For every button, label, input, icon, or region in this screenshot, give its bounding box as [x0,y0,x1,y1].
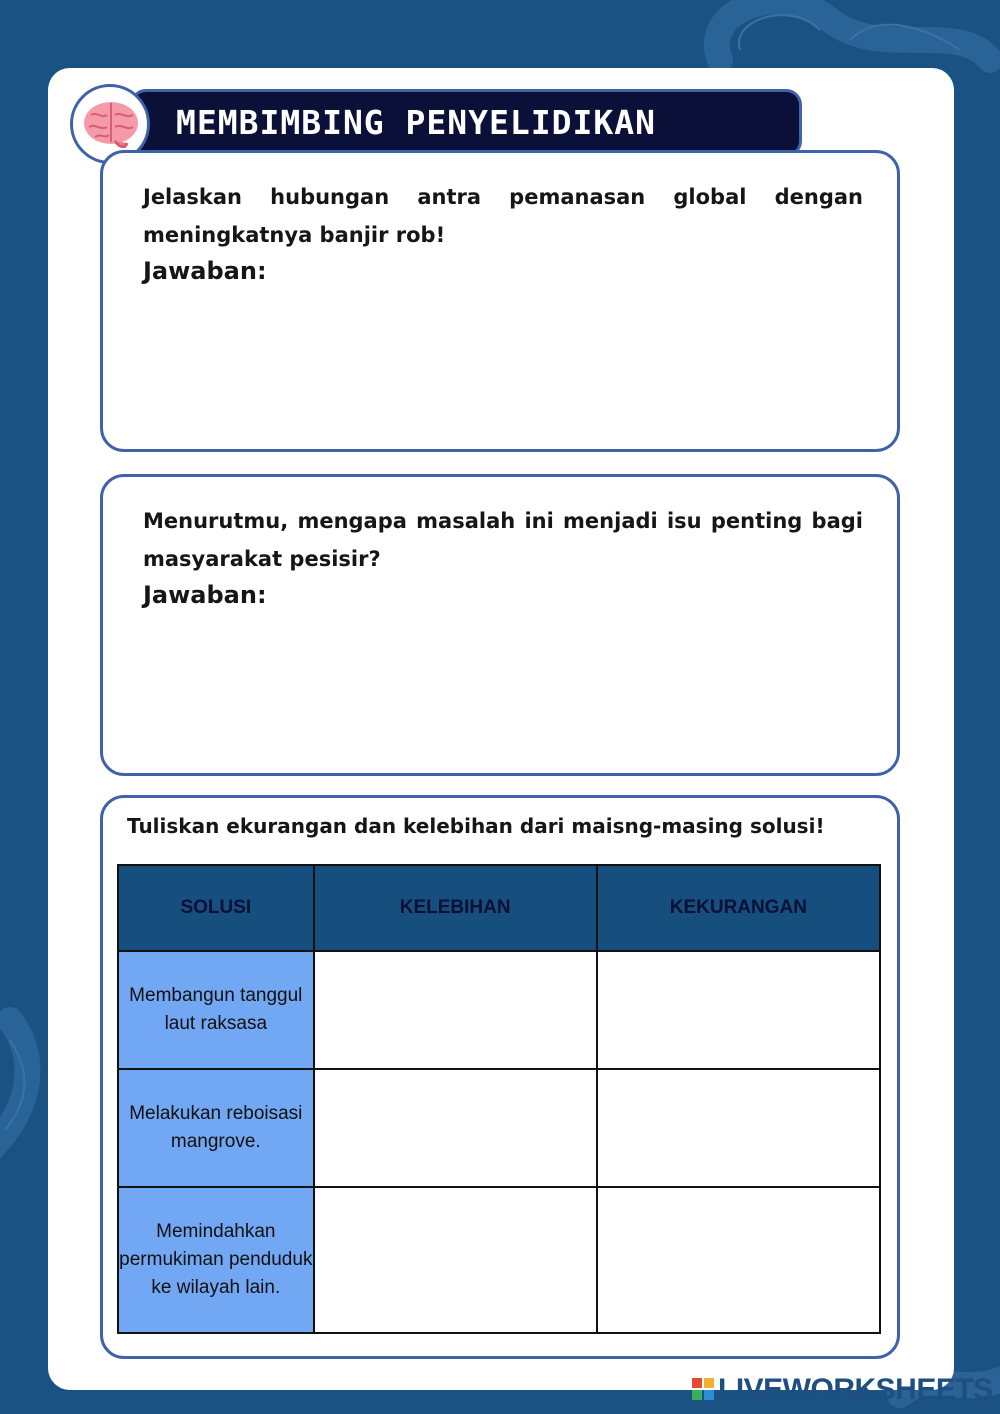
header-kelebihan: KELEBIHAN [314,865,597,951]
kelebihan-cell[interactable] [314,1187,597,1333]
kekurangan-cell[interactable] [597,951,880,1069]
question-text-1: Jelaskan hubungan antra pemanasan global dengan meningkatnya banjir rob! [143,185,863,247]
answer-label-1: Jawaban: [143,257,267,285]
solution-table [117,864,881,1334]
answer-input-1[interactable] [143,295,867,429]
header-kekurangan: KEKURANGAN [597,865,880,951]
kelebihan-input-1[interactable] [315,953,596,1063]
kekurangan-input-1[interactable] [598,953,879,1063]
solution-table-box [100,795,900,1359]
kelebihan-input-2[interactable] [315,1071,596,1181]
answer-input-2[interactable] [143,619,867,753]
kelebihan-cell[interactable] [314,1069,597,1187]
liveworksheets-logo[interactable]: LIVEWORKSHEETS [718,1373,993,1406]
brain-icon [81,97,141,153]
header-solusi: SOLUSI [118,865,314,951]
solution-cell: Membangun tanggul laut raksasa [118,951,314,1069]
table-row [118,1069,880,1187]
table-row [118,1187,880,1333]
question-text-2: Menurutmu, mengapa masalah ini menjadi isu penting bagi masyarakat pesisir? [143,509,863,571]
page-title: MEMBIMBING PENYELIDIKAN [176,103,656,142]
kekurangan-cell[interactable] [597,1069,880,1187]
liveworksheets-icon [692,1378,716,1402]
answer-label-2: Jawaban: [143,581,267,609]
kekurangan-cell[interactable] [597,1187,880,1333]
solution-cell: Memindahkan permukiman penduduk ke wilayah lain. [118,1187,314,1333]
kelebihan-input-3[interactable] [315,1203,596,1313]
kekurangan-input-2[interactable] [598,1071,879,1181]
solution-cell: Melakukan reboisasi mangrove. [118,1069,314,1187]
kelebihan-cell[interactable] [314,951,597,1069]
question-box-2 [100,474,900,776]
table-row [118,951,880,1069]
kekurangan-input-3[interactable] [598,1203,879,1313]
question-box-1 [100,150,900,452]
table-instruction: Tuliskan ekurangan dan kelebihan dari maisng-masing solusi! [127,814,825,838]
